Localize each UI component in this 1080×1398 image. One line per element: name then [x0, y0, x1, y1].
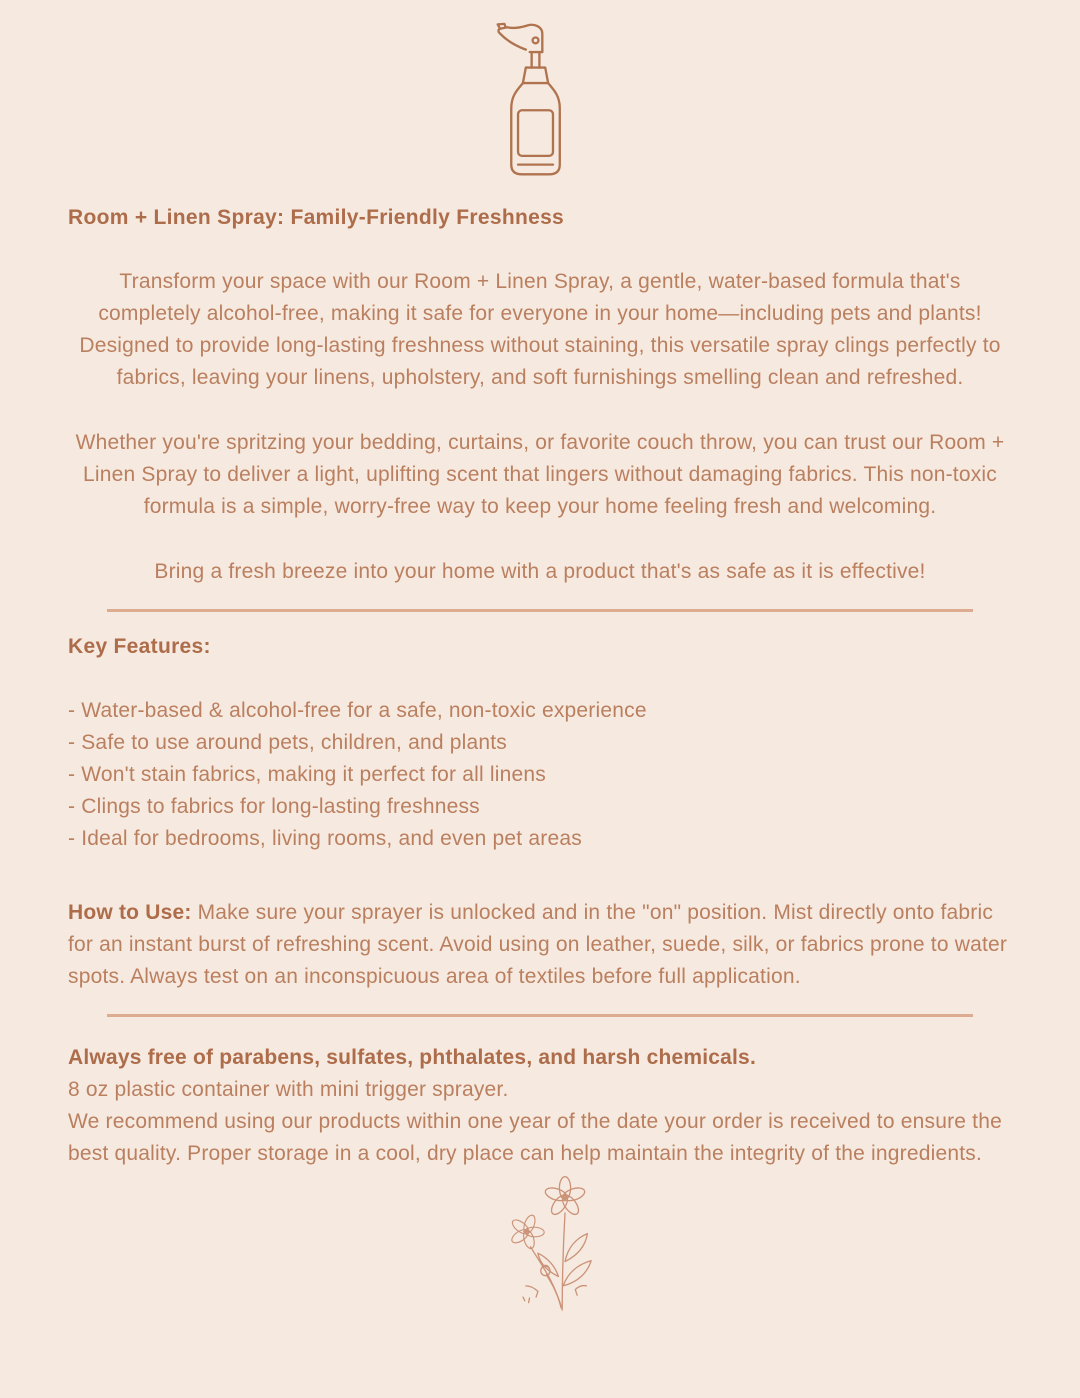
- flowers-icon: [495, 1172, 616, 1312]
- how-to-use-text: Make sure your sprayer is unlocked and in the "on" position. Mist directly onto fabric for an instant burst of refreshing scent. Avoid using on leather, suede, silk, or fabrics prone to water spots. Always test on an inconspicuous area of textiles before full application.: [68, 901, 1008, 988]
- header-icon-wrap: [68, 0, 1012, 188]
- feature-item: - Clings to fabrics for long-lasting freshness: [68, 795, 480, 818]
- intro-paragraph-2: Whether you're spritzing your bedding, curtains, or favorite couch throw, you can trust our Room + Linen Spray to deliver a light, uplifting scent that lingers without damaging fabrics. This non-toxic formula is a simple, worry-free way to keep your home feeling fresh and welcoming.: [75, 431, 1005, 518]
- footer-icon-wrap: [68, 1172, 1012, 1317]
- divider-bottom: [107, 1014, 973, 1017]
- key-features-list: [68, 695, 1012, 855]
- footer-details: [68, 1042, 1012, 1170]
- how-to-use-label: How to Use:: [68, 901, 192, 924]
- spray-bottle-icon: [487, 20, 594, 185]
- feature-item: - Ideal for bedrooms, living rooms, and even pet areas: [68, 827, 582, 850]
- feature-item: - Won't stain fabrics, making it perfect for all linens: [68, 763, 546, 786]
- divider-top: [107, 609, 973, 612]
- page-title: Room + Linen Spray: Family-Friendly Freshness: [68, 206, 565, 229]
- tagline: Bring a fresh breeze into your home with a product that's as safe as it is effective!: [154, 560, 926, 583]
- how-to-use-paragraph: [68, 897, 1012, 993]
- footer-free-of-line: Always free of parabens, sulfates, phthalates, and harsh chemicals.: [68, 1046, 756, 1069]
- footer-storage-line: We recommend using our products within one year of the date your order is received to ensure the best quality. Proper storage in a cool, dry place can help maintain the integrity of the ingredients.: [68, 1110, 1002, 1165]
- footer-container-line: 8 oz plastic container with mini trigger sprayer.: [68, 1078, 509, 1101]
- feature-item: - Safe to use around pets, children, and plants: [68, 731, 508, 754]
- key-features-heading: Key Features:: [68, 635, 211, 658]
- feature-item: - Water-based & alcohol-free for a safe, non-toxic experience: [68, 699, 647, 722]
- intro-paragraph-1: Transform your space with our Room + Linen Spray, a gentle, water-based formula that's completely alcohol-free, making it safe for everyone in your home—including pets and plants! Designed to provide long-lasting freshness without staining, this versatile spray clings perfectly to fabrics, leaving your linens, upholstery, and soft furnishings smelling clean and refreshed.: [79, 270, 1001, 389]
